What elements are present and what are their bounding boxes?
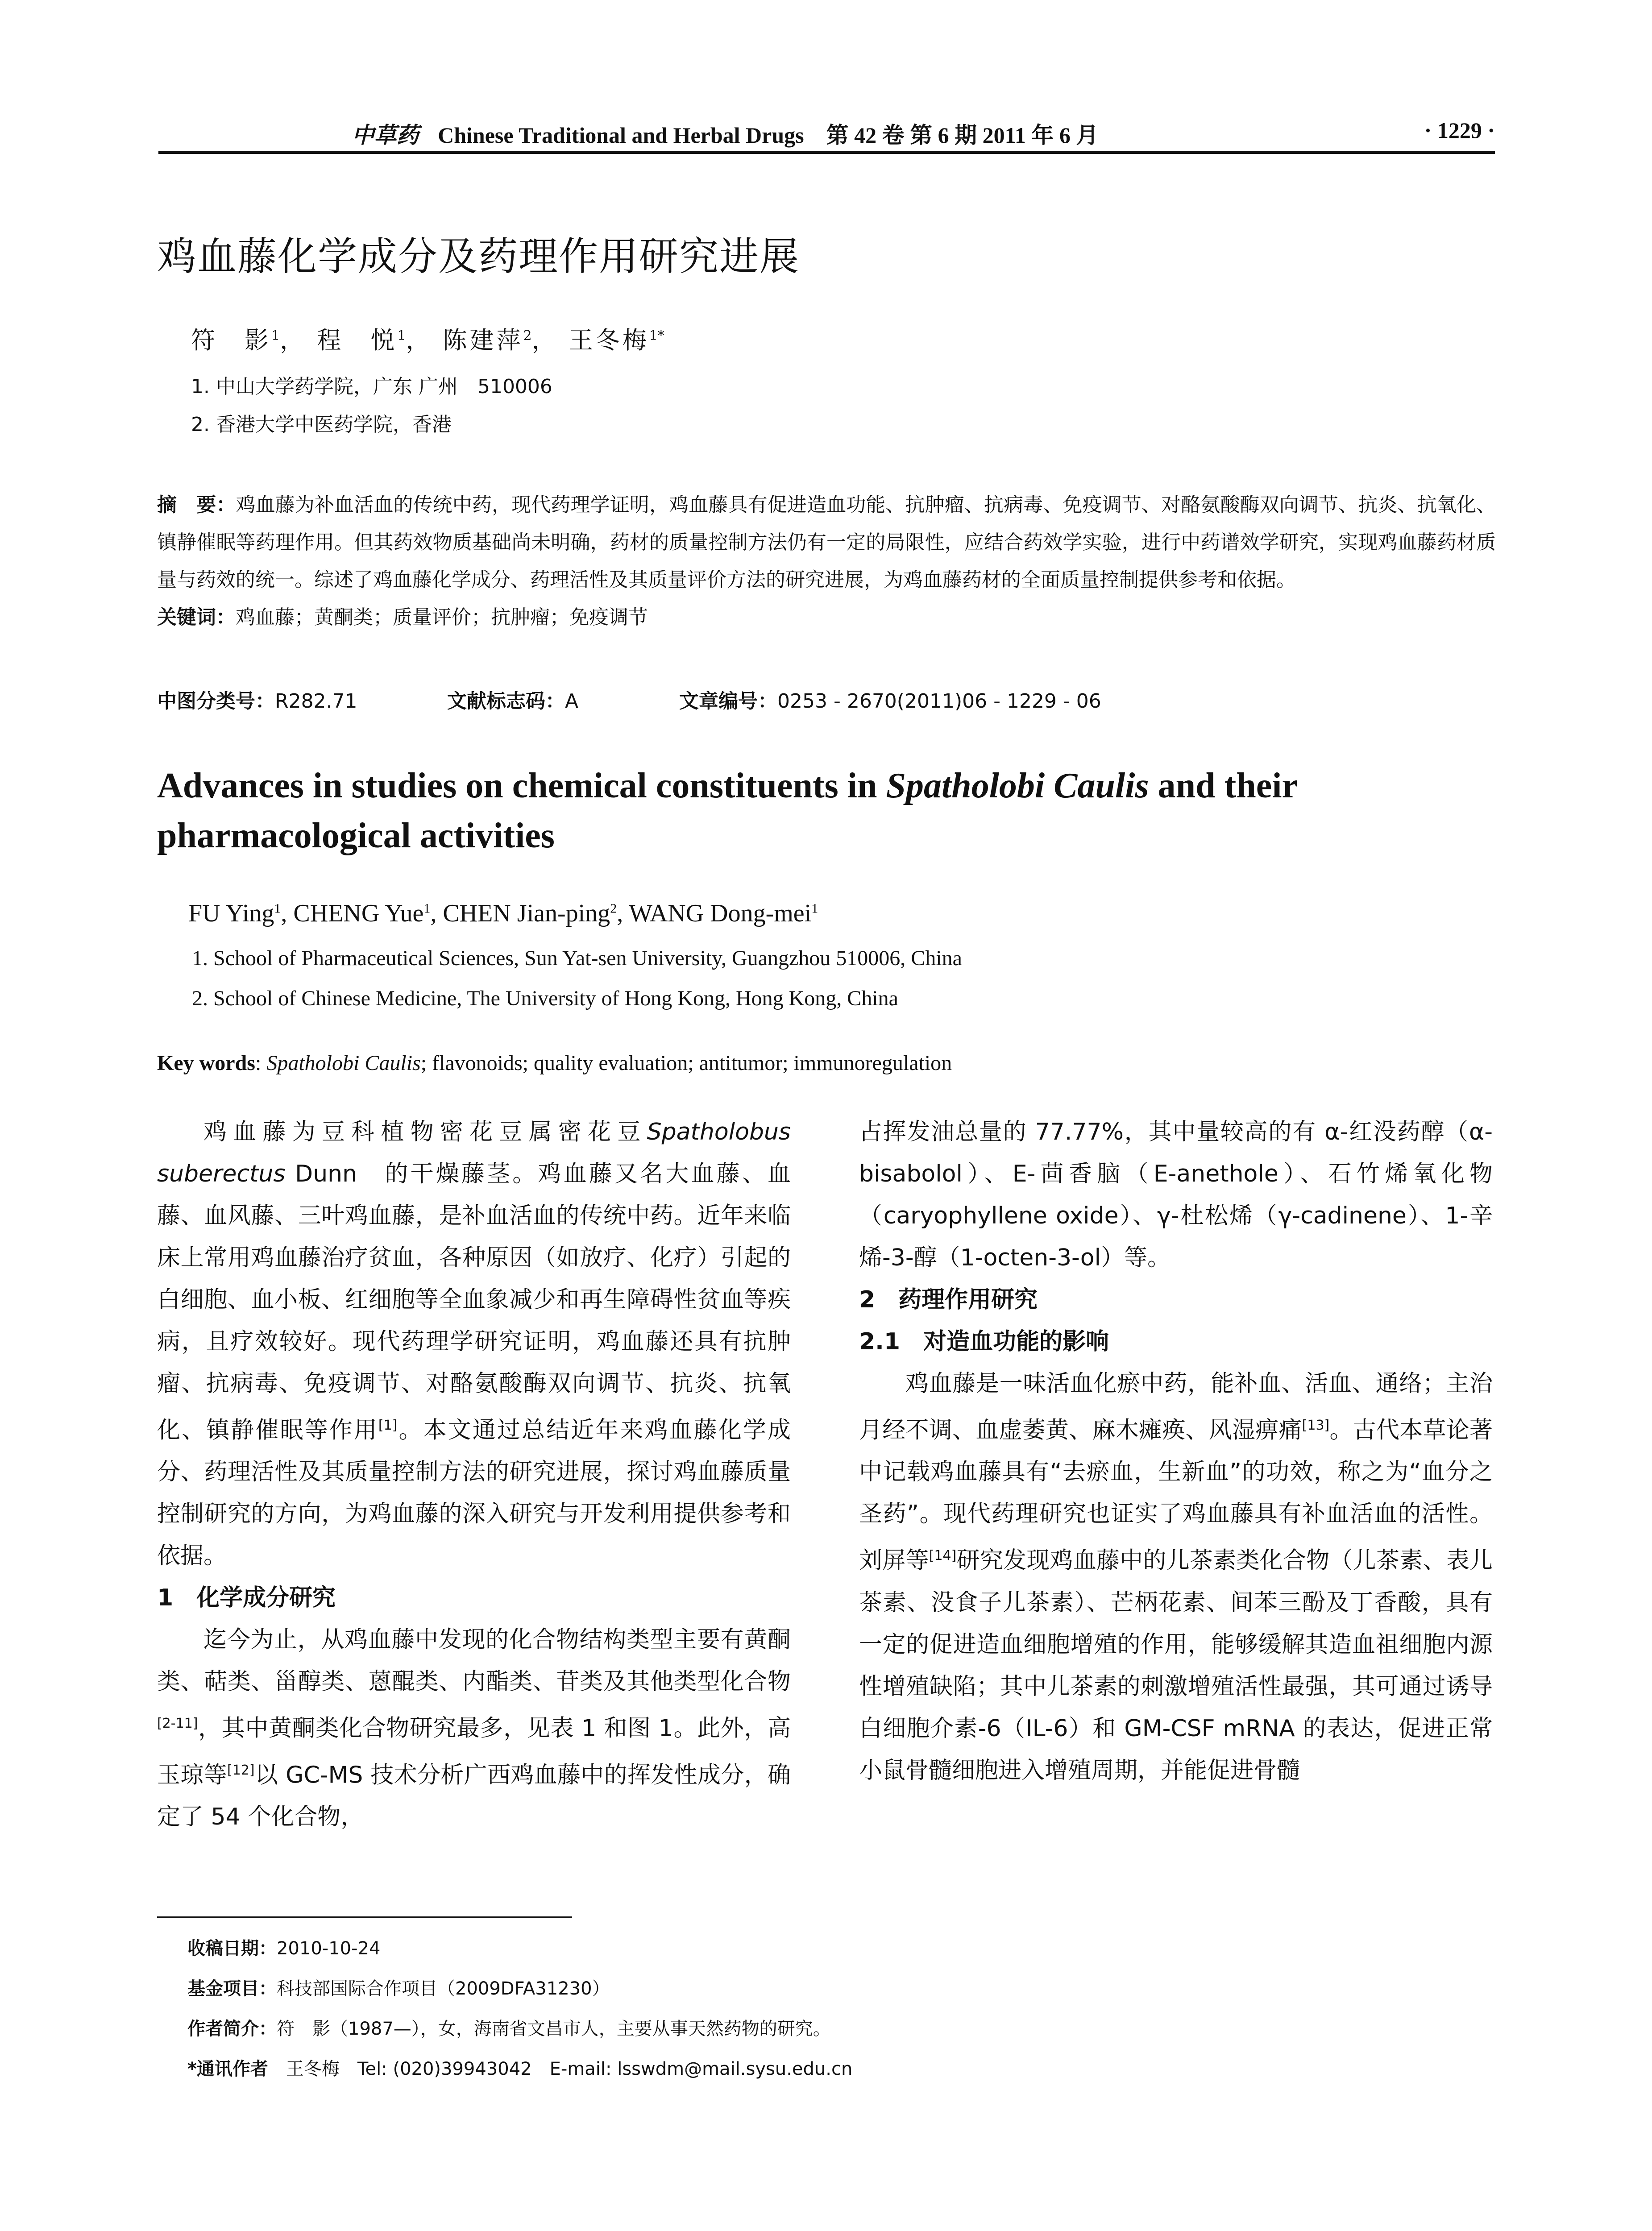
author-cn: 王冬梅$^{1*}$	[569, 326, 664, 354]
affiliation-en-2: 2. School of Chinese Medicine, The University of Hong Kong, Hong Kong, China	[192, 987, 898, 1010]
author-en: CHEN Jian-ping$^2$	[443, 900, 617, 927]
author-en: FU Ying$^1$	[188, 900, 281, 927]
footnote-author-bio: 作者简介：符 影（1987—），女，海南省文昌市人，主要从事天然药物的研究。	[187, 2019, 831, 2039]
abstract-cn	[157, 486, 1496, 636]
section-heading: 1 化学成分研究	[157, 1584, 336, 1612]
body-column-right	[859, 1111, 1493, 1791]
footnote-received: 收稿日期：2010-10-24	[187, 1938, 381, 1959]
author-cn: 陈建萍$^2$	[443, 326, 532, 354]
affiliation-cn-2: 2. 香港大学中医药学院，香港	[191, 413, 452, 436]
doc-code-label: 文献标志码：	[447, 690, 565, 713]
author-en: CHENG Yue$^1$	[293, 900, 431, 927]
abstract-label: 摘 要：	[157, 493, 236, 516]
clc-label: 中图分类号：	[157, 690, 275, 713]
affiliation-en-1: 1. School of Pharmaceutical Sciences, Sun Yat-sen University, Guangzhou 510006, China	[192, 946, 962, 970]
title-en: Advances in studies on chemical constituents in Spatholobi Caulis and their pharmacological activities	[157, 766, 1297, 855]
authors-en: FU Ying$^1$, CHENG Yue$^1$, CHEN Jian-ping$^2$, WANG Dong-mei$^1$	[188, 900, 818, 927]
header-rule	[158, 151, 1495, 154]
title-cn: 鸡血藤化学成分及药理作用研究进展	[157, 233, 800, 279]
footnote-fund: 基金项目：科技部国际合作项目（2009DFA31230）	[187, 1978, 610, 1999]
authors-cn: 符 影$^1$， 程 悦$^1$， 陈建萍$^2$， 王冬梅$^{1*}$	[191, 326, 664, 354]
running-header	[158, 114, 1495, 154]
clc-value: R282.71	[275, 690, 357, 713]
footnote-corresponding: *通讯作者 王冬梅 Tel: (020)39943042 E-mail: lsswdm@mail.sysu.edu.cn	[187, 2059, 853, 2079]
paragraph: 占挥发油总量的 77.77%，其中量较高的有 α-红没药醇（α-bisabolol）、E-茴香脑（E-anethole）、石竹烯氧化物（caryophyllene oxide）、γ-杜松烯（γ-cadinene）、1-辛烯-3-醇（1-octen-3-ol）等。	[859, 1119, 1493, 1271]
keywords-text: 鸡血藤；黄酮类；质量评价；抗肿瘤；免疫调节	[236, 606, 648, 629]
doc-code-value: A	[565, 690, 579, 713]
page-number: · 1229 ·	[1424, 118, 1495, 143]
classification-line	[157, 685, 1496, 713]
author-cn: 程 悦$^1$	[317, 326, 406, 354]
paragraph: 鸡血藤为豆科植物密花豆属密花豆Spatholobus suberectus Dunn 的干燥藤茎。鸡血藤又名大血藤、血藤、血风藤、三叶鸡血藤，是补血活血的传统中药。近年来临床上常用鸡血藤治疗贫血，各种原因（如放疗、化疗）引起的白细胞、血小板、红细胞等全血象减少和再生障碍性贫血等疾病，且疗效较好。现代药理学研究证明，鸡血藤还具有抗肿瘤、抗病毒、免疫调节、对酪氨酸酶双向调节、抗炎、抗氧化、镇静催眠等作用[1]。本文通过总结近年来鸡血藤化学成分、药理活性及其质量控制方法的研究进展，探讨鸡血藤质量控制研究的方向，为鸡血藤的深入研究与开发利用提供参考和依据。	[157, 1119, 791, 1570]
article-no-label: 文章编号：	[679, 690, 777, 713]
keywords-label: 关键词：	[157, 606, 236, 629]
journal-brand: 中草药	[352, 122, 419, 148]
paragraph: 迄今为止，从鸡血藤中发现的化合物结构类型主要有黄酮类、萜类、甾醇类、蒽醌类、内酯类、苷类及其他类型化合物[2-11]，其中黄酮类化合物研究最多，见表 1 和图 1。此外，高玉琼等[12]以 GC-MS 技术分析广西鸡血藤中的挥发性成分，确定了 54 个化合物，	[157, 1626, 791, 1830]
section-heading: 2 药理作用研究	[859, 1286, 1038, 1313]
footnote-rule	[157, 1916, 572, 1918]
author-en: WANG Dong-mei$^1$	[629, 900, 818, 927]
body-column-left	[157, 1111, 791, 1838]
affiliation-cn-1: 1. 中山大学药学院，广东 广州 510006	[191, 375, 552, 398]
article-no-value: 0253 - 2670(2011)06 - 1229 - 06	[777, 690, 1101, 713]
keywords-en: Key words: Spatholobi Caulis; flavonoids; quality evaluation; antitumor; immunoregulation	[157, 1051, 952, 1075]
journal-name: Chinese Traditional and Herbal Drugs	[438, 123, 804, 148]
author-cn: 符 影$^1$	[191, 326, 280, 354]
issue-info: 第 42 卷 第 6 期 2011 年 6 月	[826, 123, 1099, 148]
abstract-text: 鸡血藤为补血活血的传统中药，现代药理学证明，鸡血藤具有促进造血功能、抗肿瘤、抗病毒、免疫调节、对酪氨酸酶双向调节、抗炎、抗氧化、镇静催眠等药理作用。但其药效物质基础尚未明确，药材的质量控制方法仍有一定的局限性，应结合药效学实验，进行中药谱效学研究，实现鸡血藤药材质量与药效的统一。综述了鸡血藤化学成分、药理活性及其质量评价方法的研究进展，为鸡血藤药材的全面质量控制提供参考和依据。	[157, 493, 1496, 591]
header-journal-info	[158, 117, 1292, 149]
paragraph: 鸡血藤是一味活血化瘀中药，能补血、活血、通络；主治月经不调、血虚萎黄、麻木瘫痪、风湿痹痛[13]。古代本草论著中记载鸡血藤具有“去瘀血，生新血”的功效，称之为“血分之圣药”。现代药理研究也证实了鸡血藤具有补血活血的活性。刘屏等[14]研究发现鸡血藤中的儿茶素类化合物（儿茶素、表儿茶素、没食子儿茶素）、芒柄花素、间苯三酚及丁香酸，具有一定的促进造血细胞增殖的作用，能够缓解其造血祖细胞内源性增殖缺陷；其中儿茶素的刺激增殖活性最强，其可通过诱导白细胞介素-6（IL-6）和 GM-CSF mRNA 的表达，促进正常小鼠骨髓细胞进入增殖周期，并能促进骨髓	[859, 1370, 1493, 1784]
subsection-heading: 2.1 对造血功能的影响	[859, 1328, 1109, 1355]
